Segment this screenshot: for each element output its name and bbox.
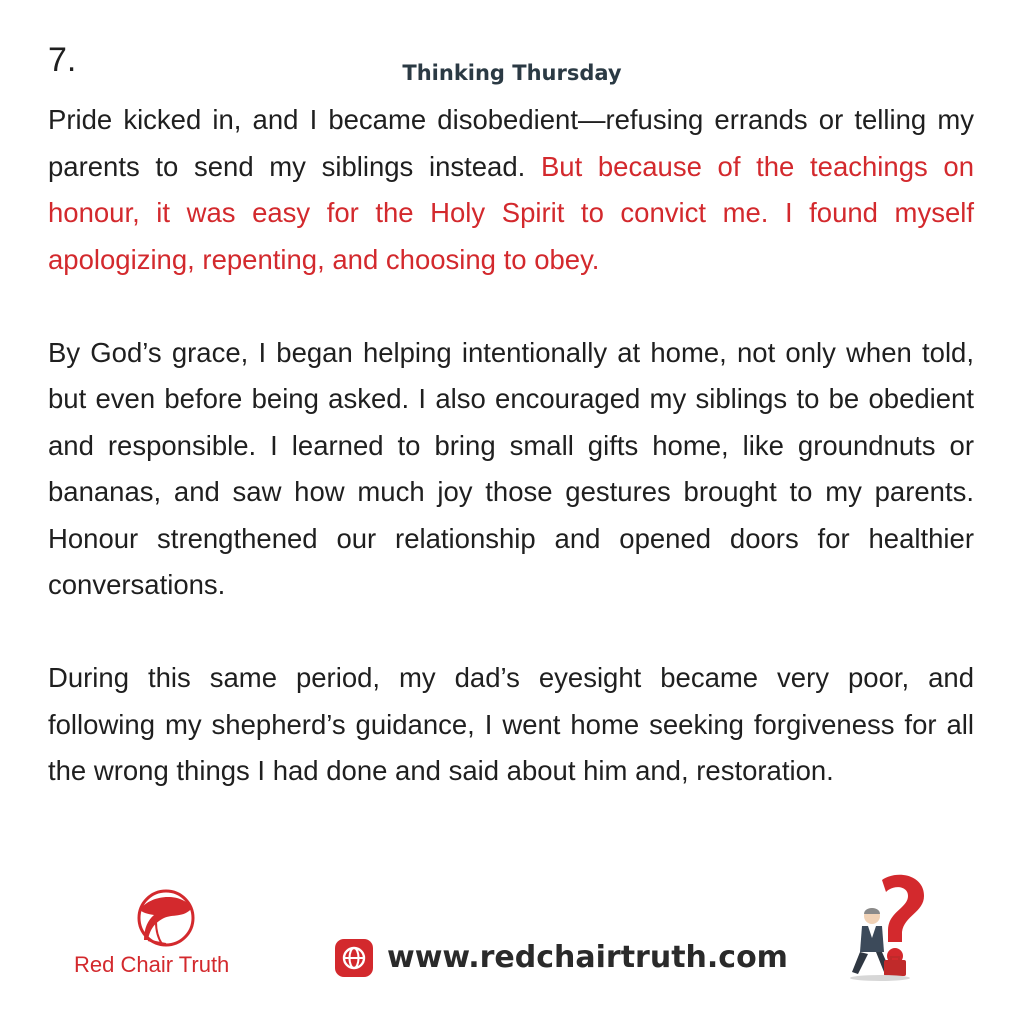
paragraph-1 (48, 97, 974, 283)
website-url[interactable]: www.redchairtruth.com (387, 940, 788, 975)
body-text (48, 97, 974, 841)
globe-icon (335, 939, 373, 977)
brand-name: Red Chair Truth (74, 952, 230, 977)
page-number: 7. (48, 41, 77, 79)
paragraph-2: By God’s grace, I began helping intentionally at home, not only when told, but even before being asked. I also encouraged my siblings to be obedient and responsible. I learned to bring small gifts home, like groundnuts or bananas, and saw how much joy those gestures brought to my parents. Honour strengthened our relationship and opened doors for healthier conversations. (48, 336, 974, 600)
red-chair-icon (126, 888, 206, 950)
question-mark-figure-icon (844, 872, 934, 984)
paragraph-3: During this same period, my dad’s eyesight became very poor, and following my shepherd’s guidance, I went home seeking forgiveness for all the wrong things I had done and said about him and, restoration. (48, 662, 974, 786)
paragraph-1-highlight: But because of the teachings on honour, it was easy for the Holy Spirit to convict me. I found myself apologizing, repenting, and choosing to obey. (48, 150, 974, 275)
website-link[interactable] (335, 936, 788, 980)
brand-logo (74, 888, 264, 984)
paragraph-1-text: Pride kicked in, and I became disobedient—refusing errands or telling my parents to send my siblings instead. (48, 104, 974, 182)
page-title: Thinking Thursday (402, 61, 622, 85)
